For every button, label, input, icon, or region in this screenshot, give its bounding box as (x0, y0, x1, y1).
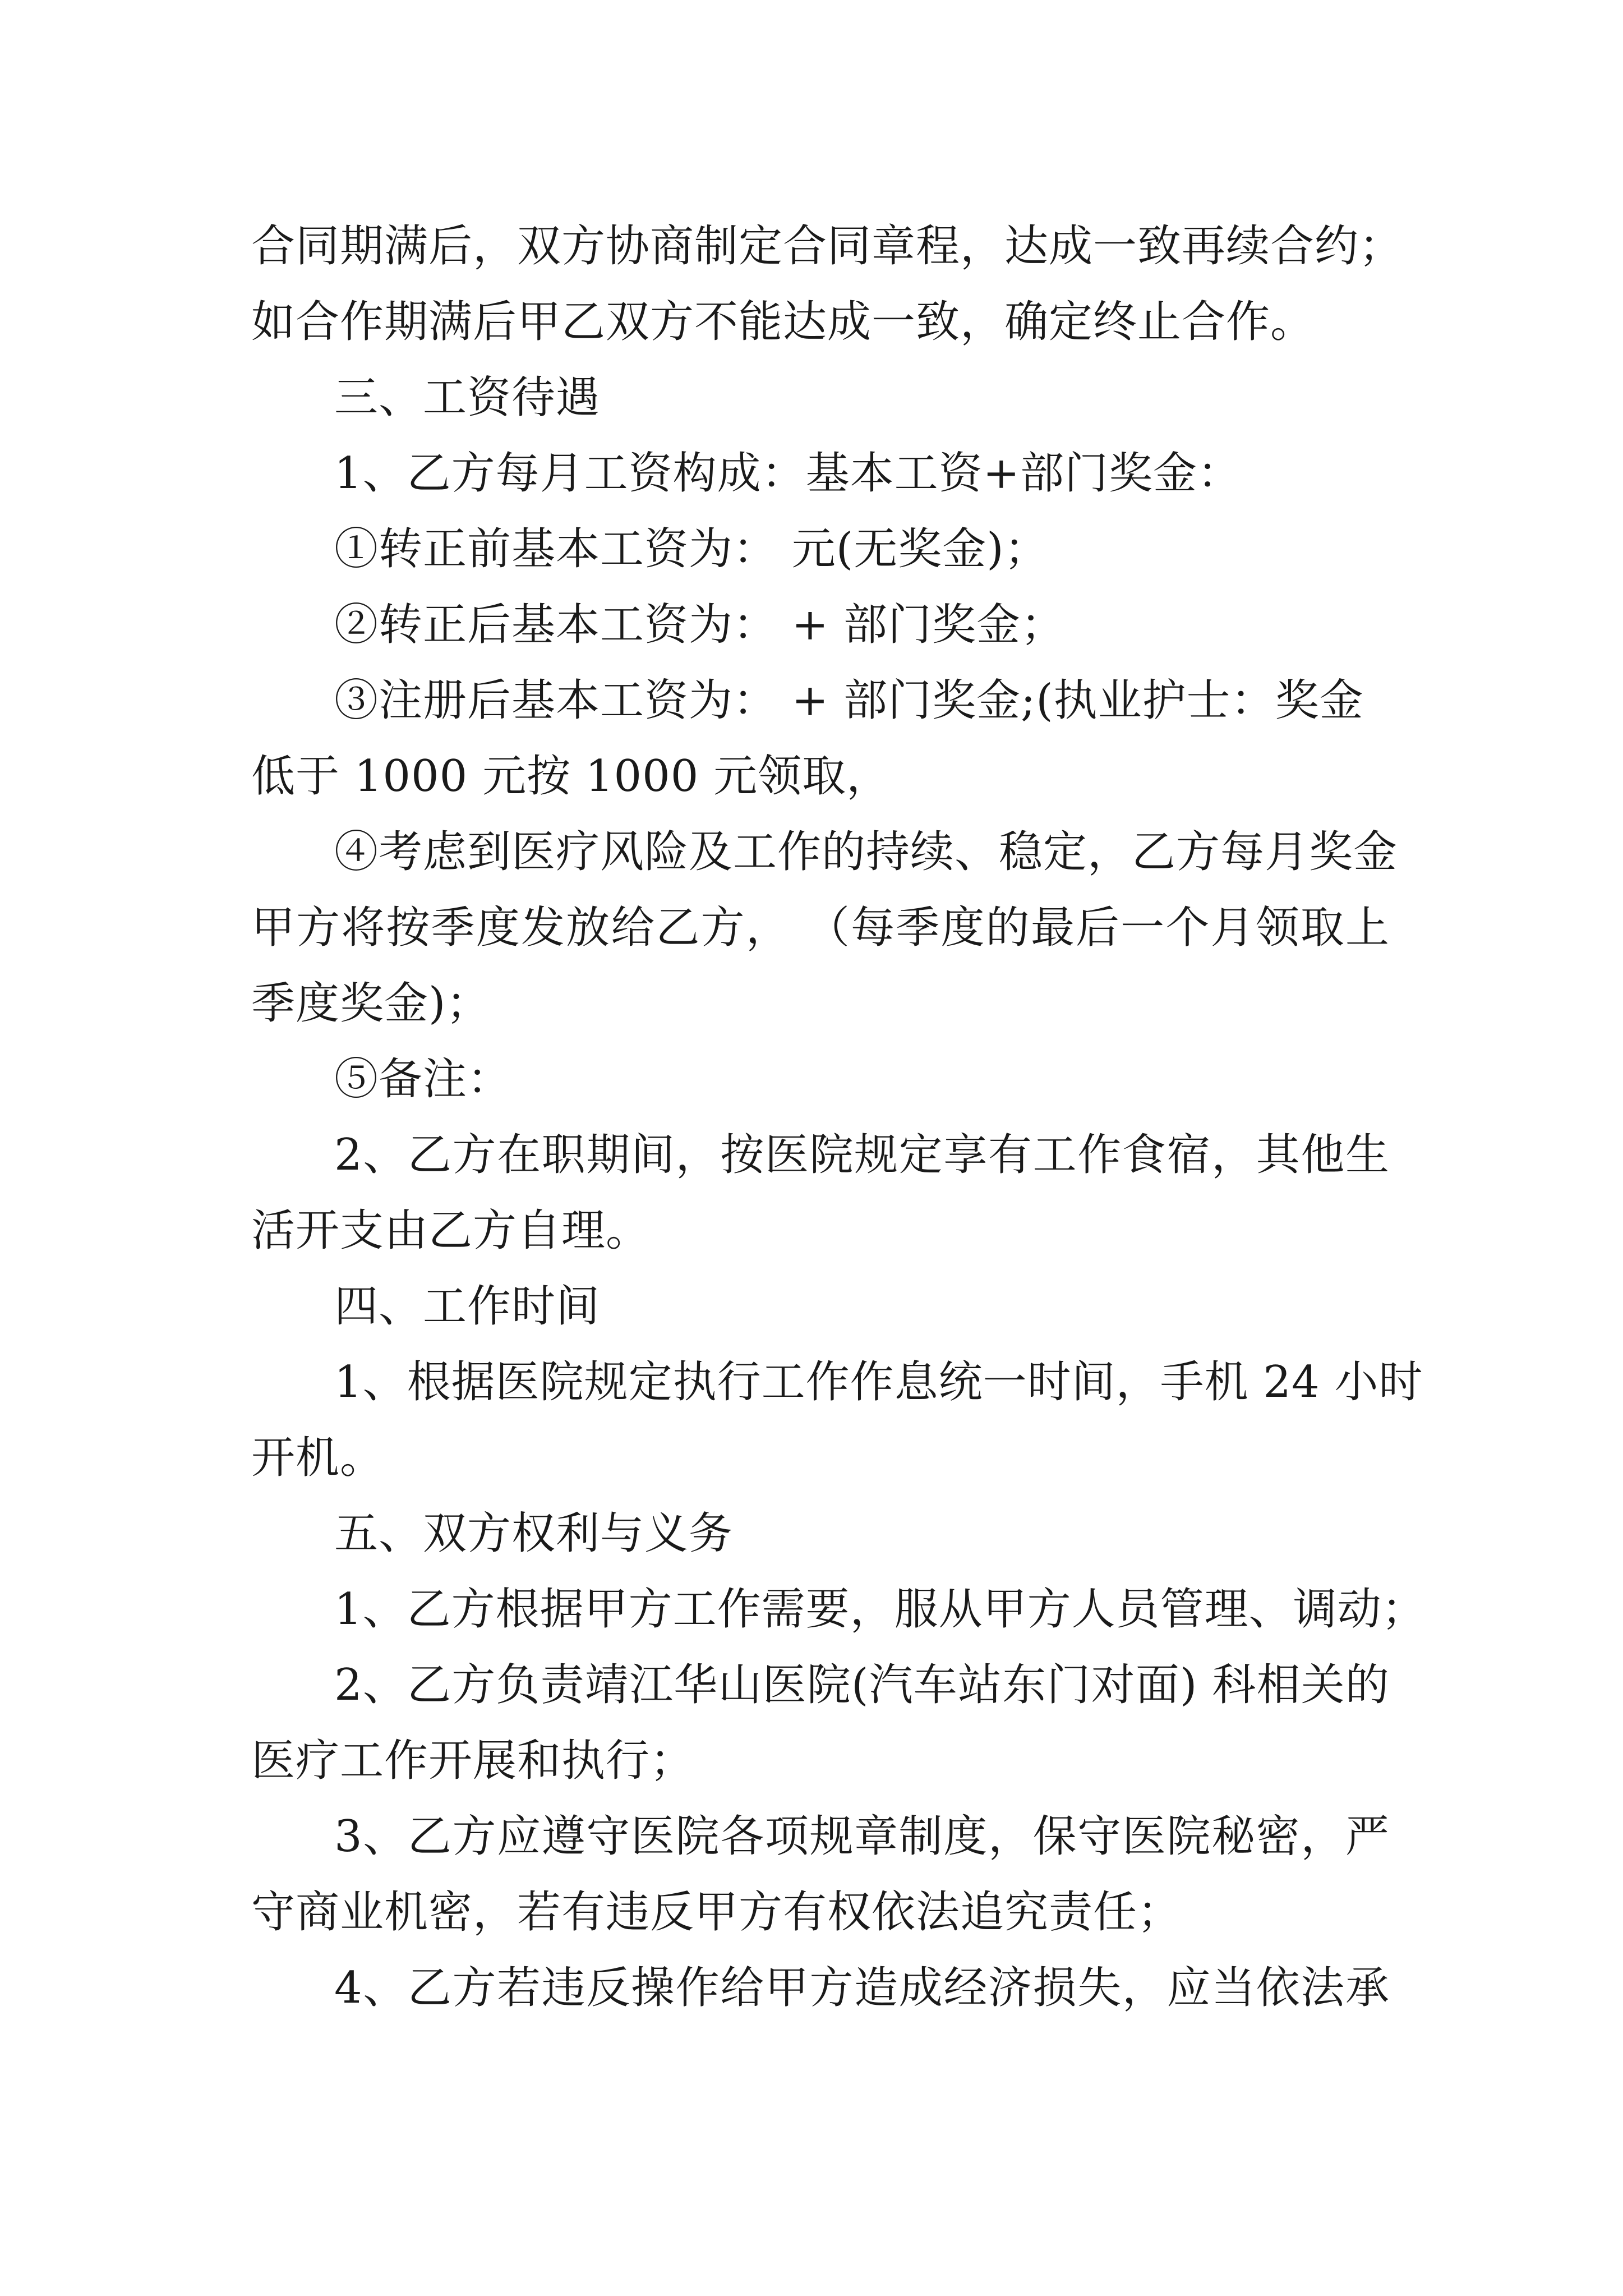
text-line: 医疗工作开展和执行； (251, 1736, 695, 1786)
section-heading: 四、工作时间 (334, 1281, 601, 1332)
text-line: 守商业机密，若有违反甲方有权依法追究责任； (251, 1887, 1182, 1938)
text-line: 低于 1000 元按 1000 元领取， (251, 751, 891, 802)
text-line: 活开支由乙方自理。 (251, 1205, 651, 1256)
text-line: 3、乙方应遵守医院各项规章制度，保守医院秘密，严 (334, 1811, 1390, 1862)
text-line: ④考虑到医疗风险及工作的持续、稳定，乙方每月奖金 (334, 827, 1398, 877)
text-line: 2、乙方在职期间，按医院规定享有工作食宿，其他生 (334, 1130, 1390, 1180)
text-line: 2、乙方负责靖江华山医院(汽车站东门对面) 科相关的 (334, 1660, 1390, 1710)
section-heading: 三、工资待遇 (334, 372, 601, 423)
text-line: 1、乙方每月工资构成：基本工资+部门奖金： (334, 448, 1242, 499)
text-line: ②转正后基本工资为： + 部门奖金； (334, 600, 1065, 650)
text-line: 合同期满后，双方协商制定合同章程，达成一致再续合约； (251, 221, 1404, 272)
text-line: 如合作期满后甲乙双方不能达成一致，确定终止合作。 (251, 297, 1315, 347)
text-line: ③注册后基本工资为： + 部门奖金;(执业护士：奖金 (334, 675, 1364, 726)
text-line: ⑤备注： (334, 1054, 512, 1105)
text-line: 1、乙方根据甲方工作需要，服从甲方人员管理、调动； (334, 1584, 1426, 1635)
text-line: 4、乙方若违反操作给甲方造成经济损失，应当依法承 (334, 1963, 1390, 2013)
text-line: 开机。 (251, 1433, 385, 1483)
text-line: 1、根据医院规定执行工作作息统一时间，手机 24 小时 (334, 1357, 1423, 1407)
text-line: 季度奖金)； (251, 978, 491, 1029)
section-heading: 五、双方权利与义务 (334, 1508, 734, 1559)
text-line: ①转正前基本工资为： 元(无奖金)； (334, 524, 1049, 574)
text-line: 甲方将按季度发放给乙方， （每季度的最后一个月领取上 (251, 903, 1390, 953)
